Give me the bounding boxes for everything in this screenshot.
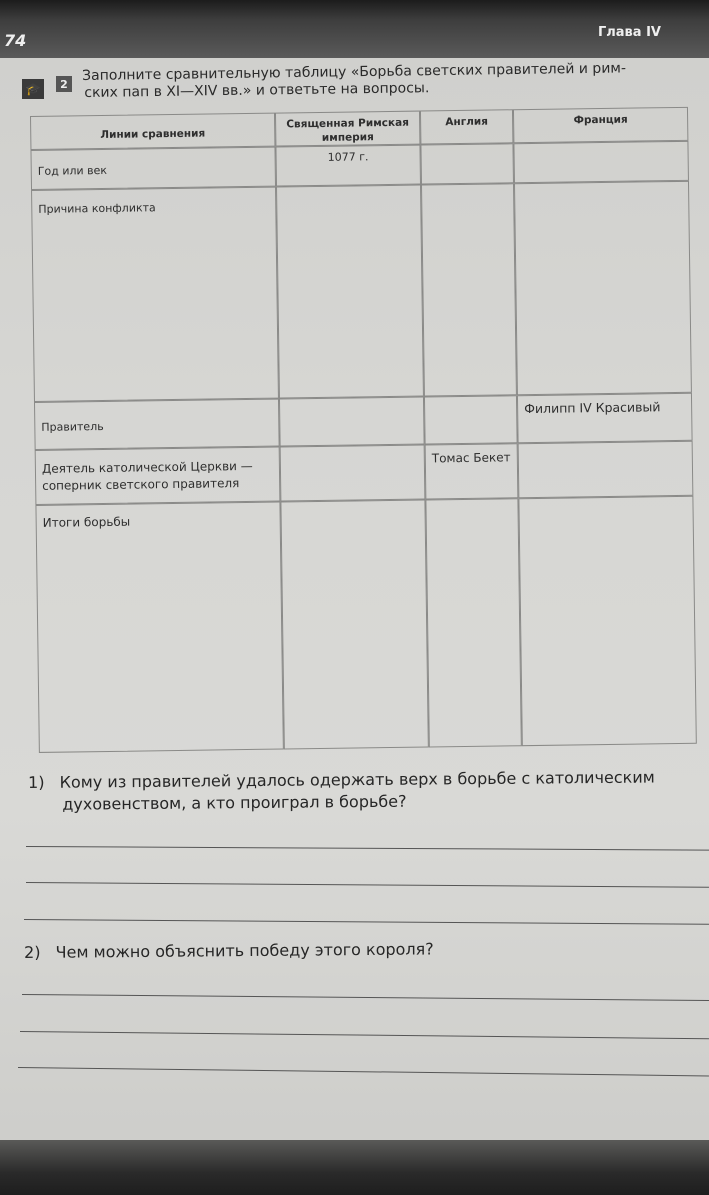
cell-results-france[interactable] — [518, 496, 696, 746]
cell-church-france[interactable] — [518, 441, 694, 498]
cell-ruler-hre[interactable] — [279, 397, 425, 447]
answer-line-2b[interactable] — [20, 1031, 709, 1039]
header-criteria: Линии сравнения — [30, 113, 275, 150]
question-1 — [28, 766, 703, 816]
header-england: Англия — [420, 109, 513, 144]
page-number: 74 — [4, 31, 27, 50]
question-2 — [24, 936, 699, 964]
cell-ruler-england[interactable] — [424, 395, 518, 444]
question-1-number: 1) — [28, 772, 45, 792]
graduation-cap-icon: 🎓 — [22, 79, 44, 99]
cell-results-hre[interactable] — [280, 500, 428, 750]
cell-ruler-france[interactable]: Филипп IV Красивый — [517, 393, 693, 443]
row-label-results: Итоги борьбы — [35, 502, 283, 753]
cell-results-england[interactable] — [425, 498, 521, 747]
question-1-line-1: Кому из правителей удалось одержать верх в борьбе с католическим — [59, 767, 655, 792]
question-1-line-2: духовенством, а кто проиграл в борьбе? — [62, 791, 407, 814]
cell-church-england[interactable]: Томас Бекет — [425, 443, 519, 499]
row-label-church: Деятель католической Церкви — соперник светского правителя — [35, 447, 281, 505]
answer-line-2a[interactable] — [22, 994, 709, 1001]
cell-year-france[interactable] — [513, 141, 689, 183]
task-instructions — [82, 60, 672, 102]
task-line-1: Заполните сравнительную таблицу «Борьба светских правителей и рим- — [82, 60, 627, 84]
page-header-bar — [0, 0, 709, 58]
cell-cause-england[interactable] — [421, 183, 517, 396]
row-label-ruler: Правитель — [34, 399, 280, 450]
answer-line-1b[interactable] — [26, 882, 709, 888]
cell-year-england[interactable] — [420, 143, 514, 184]
question-2-number: 2) — [24, 942, 41, 962]
task-line-2: ских пап в XI—XIV вв.» и ответьте на вопросы. — [84, 80, 430, 101]
row-label-year: Год или век — [30, 147, 276, 190]
answer-line-2c[interactable] — [18, 1067, 709, 1076]
cell-cause-france[interactable] — [514, 181, 692, 395]
cell-cause-hre[interactable] — [276, 185, 424, 399]
header-hre: Священная Римская империя — [275, 111, 420, 147]
answer-line-1c[interactable] — [24, 919, 709, 925]
task-number: 2 — [56, 76, 72, 92]
header-france: Франция — [513, 107, 688, 143]
question-2-text: Чем можно объяснить победу этого короля? — [55, 939, 434, 962]
cell-church-hre[interactable] — [280, 445, 426, 502]
row-label-cause: Причина конфликта — [31, 187, 279, 402]
bottom-shadow — [0, 1140, 709, 1195]
answer-line-1a[interactable] — [26, 846, 709, 851]
chapter-title: Глава IV — [597, 25, 661, 40]
cell-year-hre[interactable]: 1077 г. — [275, 145, 421, 187]
